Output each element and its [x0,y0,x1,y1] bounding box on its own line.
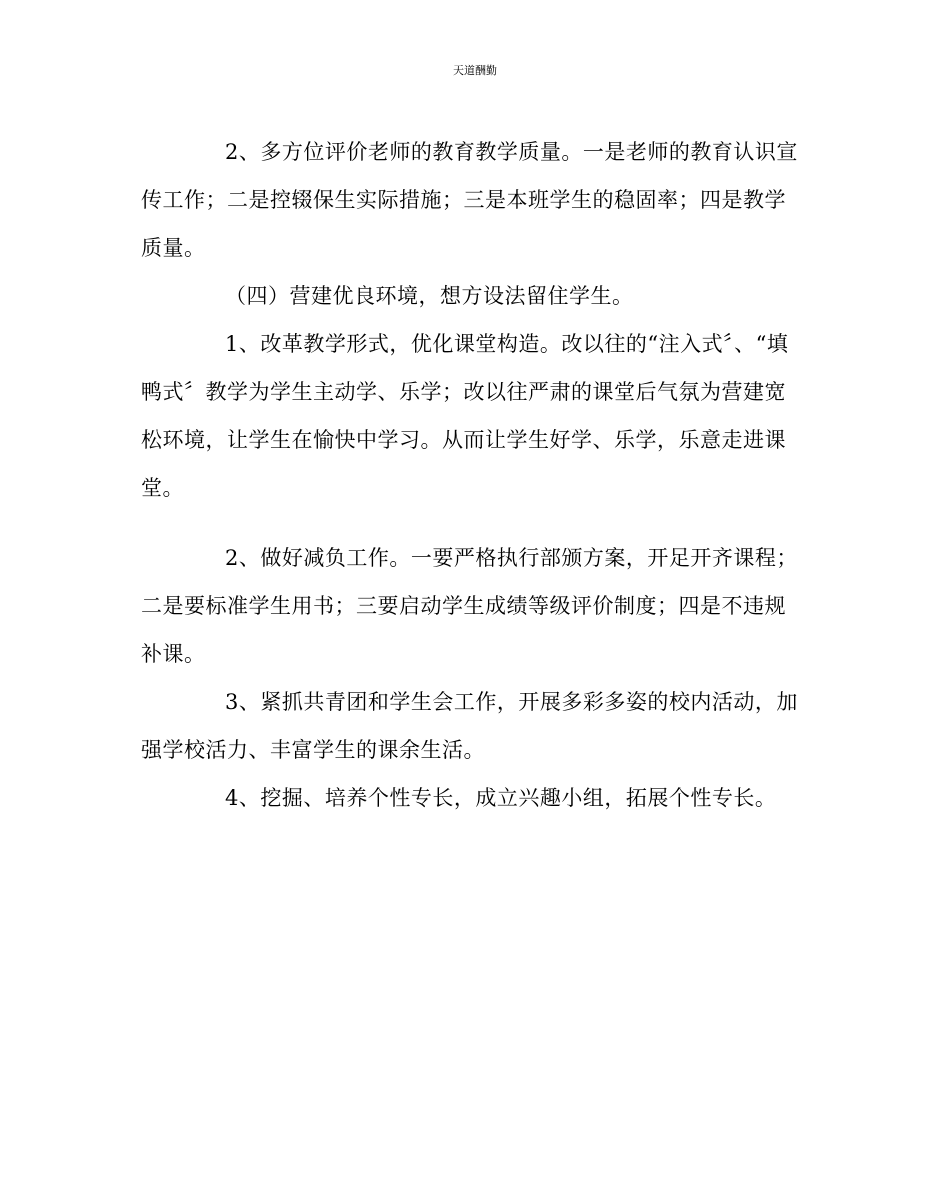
document-body [141,128,806,822]
paragraph-evaluate-teachers: 2、多方位评价老师的教育教学质量。一是老师的教育认识宣传工作；二是控辍保生实际措施；三是本班学生的稳固率；四是教学质量。 [141,140,798,260]
section-heading-four: （四）营建优良环境，想方设法留住学生。 [225,284,634,308]
page-header: 天道酬勤 [453,64,497,77]
paragraph-reduce-burden: 2、做好减负工作。一要严格执行部颁方案，开足开齐课程；二是要标准学生用书；三要启动学生成绩等级评价制度；四是不违规补课。 [141,546,798,666]
paragraph-campus-activities: 3、紧抓共青团和学生会工作，开展多彩多姿的校内活动，加强学校活力、丰富学生的课余生活。 [141,690,798,762]
paragraph-interest-groups: 4、挖掘、培养个性专长，成立兴趣小组，拓展个性专长。 [225,786,777,810]
paragraph-teaching-reform: 1、改革教学形式，优化课堂构造。改以往的“注入式〞、“填鸭式〞教学为学生主动学、乐学；改以往严肃的课堂后气氛为营建宽松环境，让学生在愉快中学习。从而让学生好学、乐学，乐意走进课堂。 [141,332,789,500]
